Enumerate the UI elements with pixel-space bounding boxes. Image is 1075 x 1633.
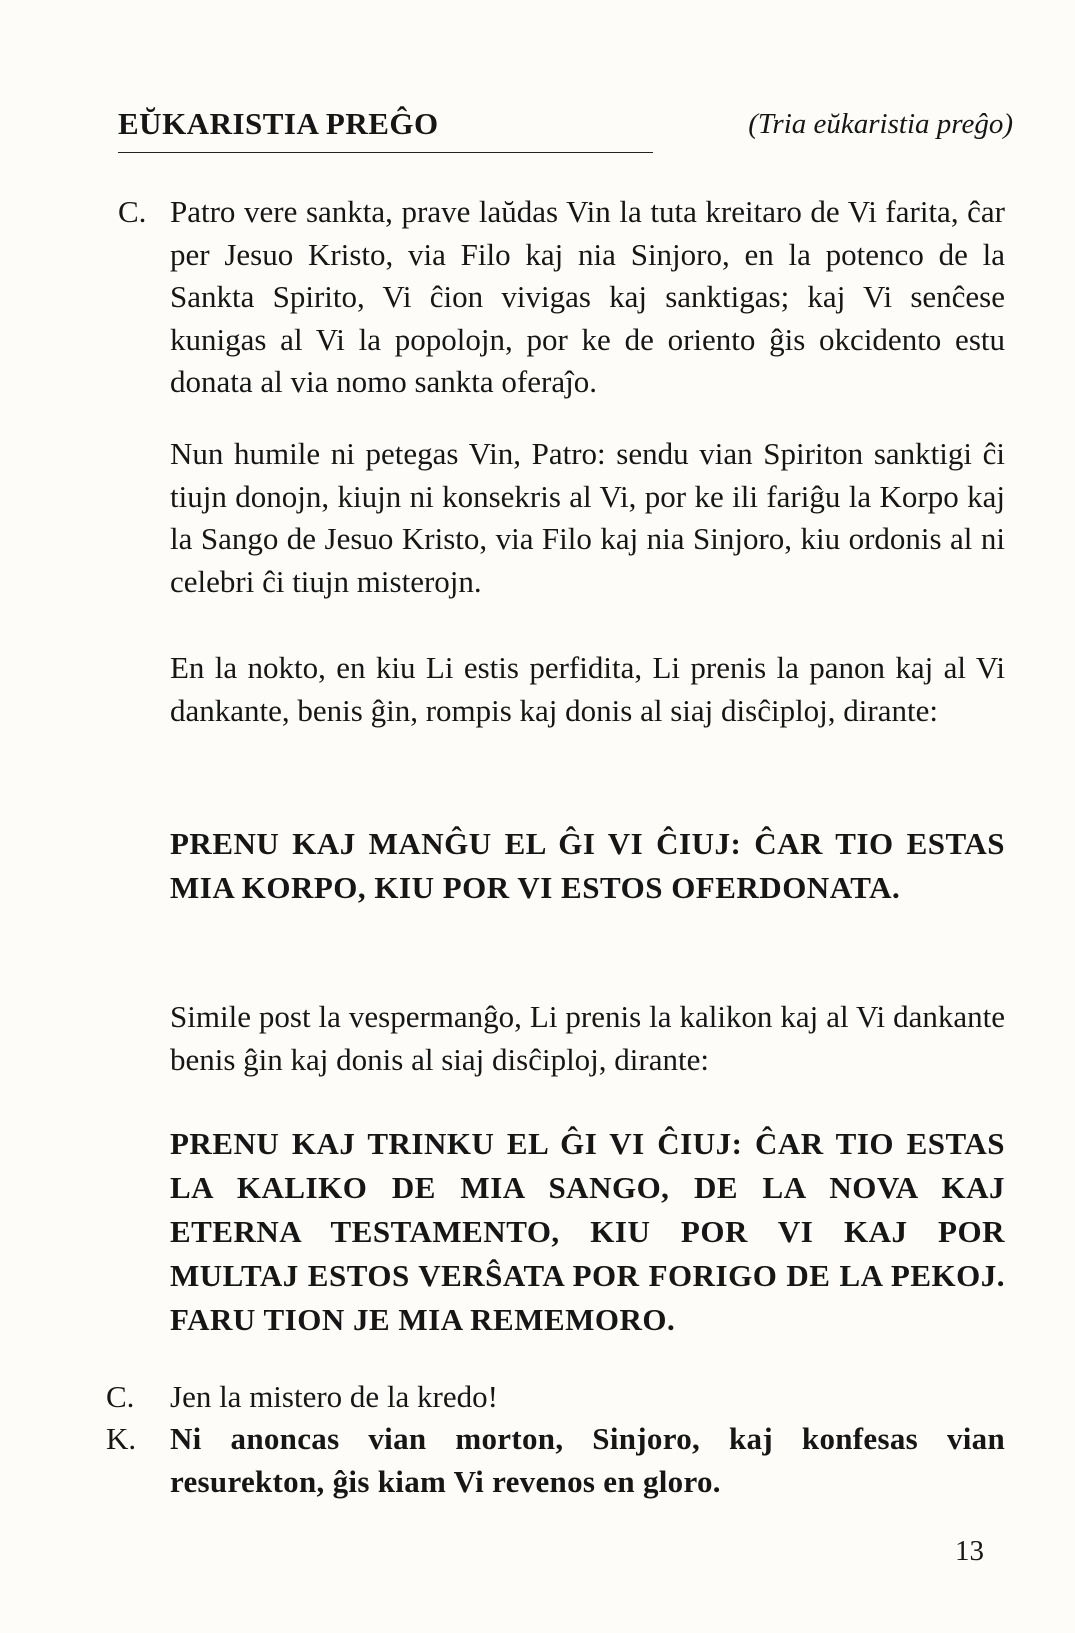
consecration-words-chalice: PRENU KAJ TRINKU EL ĜI VI ĈIUJ: ĈAR TIO ESTAS LA KALIKO DE MIA SANGO, DE LA NOVA KAJ ETERNA TESTAMENTO, KIU POR VI KAJ POR MULTAJ ESTOS VERŜATA POR FORIGO DE LA PEKOJ. FARU TION JE MIA REMEMORO. (170, 1126, 1005, 1337)
page-header (118, 106, 1013, 156)
people-response: Ni anoncas vian morton, Sinjoro, kaj konfesas vian resurekton, ĝis kiam Vi revenos en gloro. (170, 1421, 1005, 1499)
page-number: 13 (955, 1535, 984, 1567)
paragraph-text: Simile post la vespermanĝo, Li prenis la kalikon kaj al Vi dankante benis ĝin kaj donis al siaj disĉiploj, dirante: (170, 999, 1005, 1077)
running-title: EŬKARISTIA PREĜO (118, 106, 439, 141)
paragraph-text: Jen la mistero de la kredo! (170, 1379, 498, 1414)
speaker-marker: C. (118, 194, 147, 229)
paragraph-text: Nun humile ni petegas Vin, Patro: sendu vian Spiriton sanktigi ĉi tiujn donojn, kiujn ni konsekris al Vi, por ke ili fariĝu la Korpo kaj la Sango de Jesuo Kristo, via Filo kaj nia Sinjoro, kiu ordonis al ni celebri ĉi tiujn misterojn. (170, 436, 1005, 599)
paragraph-text: Patro vere sankta, prave laŭdas Vin la tuta kreitaro de Vi farita, ĉar per Jesuo Kristo, via Filo kaj nia Sinjoro, en la potenco de la Sankta Spirito, Vi ĉion vivigas kaj sanktigas; kaj Vi senĉese kunigas al Vi la popolojn, por ke de oriento ĝis okcidento estu donata al via nomo sankta oferaĵo. (170, 194, 1005, 399)
running-subtitle: (Tria eŭkaristia preĝo) (748, 108, 1013, 140)
paragraph-text: En la nokto, en kiu Li estis perfidita, Li prenis la panon kaj al Vi dankante, benis ĝin, rompis kaj donis al siaj disĉiploj, dirante: (170, 650, 1005, 728)
speaker-marker: K. (106, 1421, 137, 1456)
speaker-marker: C. (106, 1379, 135, 1414)
consecration-words-bread: PRENU KAJ MANĜU EL ĜI VI ĈIUJ: ĈAR TIO ESTAS MIA KORPO, KIU POR VI ESTOS OFERDONATA. (170, 826, 1005, 905)
header-rule (118, 152, 653, 153)
